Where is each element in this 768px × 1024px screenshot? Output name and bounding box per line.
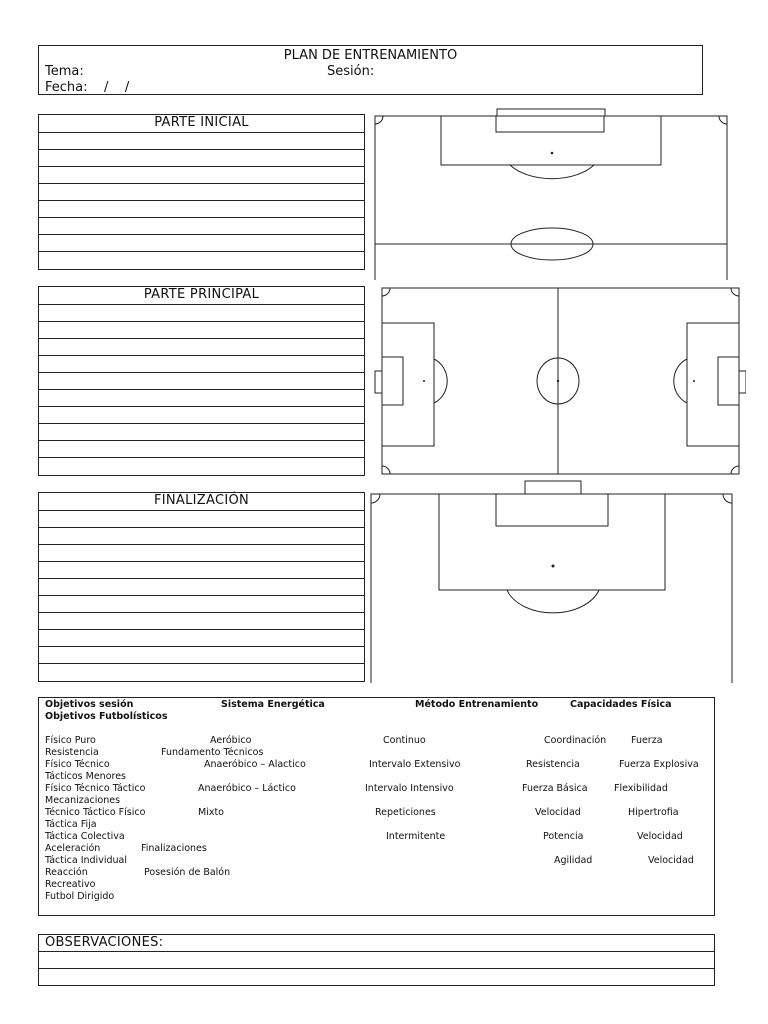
metodo-entrenamiento-header: Método Entrenamiento xyxy=(415,699,539,710)
writing-line[interactable] xyxy=(39,304,364,305)
writing-line[interactable] xyxy=(39,663,364,664)
writing-line[interactable] xyxy=(39,389,364,390)
writing-line[interactable] xyxy=(39,423,364,424)
writing-line[interactable] xyxy=(39,440,364,441)
writing-line[interactable] xyxy=(39,510,364,511)
writing-line[interactable] xyxy=(39,544,364,545)
list-item: Potencia xyxy=(543,831,584,842)
plan-header xyxy=(38,45,703,95)
parte-inicial-section xyxy=(38,114,365,270)
capacidades-fisica-header: Capacidades Física xyxy=(570,699,672,710)
list-item: Fuerza Básica xyxy=(522,783,588,794)
writing-line[interactable] xyxy=(39,595,364,596)
writing-line[interactable] xyxy=(39,629,364,630)
list-item: Tácticos Menores xyxy=(45,771,127,782)
list-item: Reacción xyxy=(45,867,88,878)
list-item: Fuerza Explosiva xyxy=(619,759,699,770)
list-item: Continuo xyxy=(383,735,426,746)
list-item: Aeróbico xyxy=(210,735,252,746)
list-item: Velocidad xyxy=(648,855,694,866)
list-item: Agilidad xyxy=(554,855,593,866)
list-item: Velocidad xyxy=(637,831,683,842)
writing-line[interactable] xyxy=(39,132,364,133)
writing-line[interactable] xyxy=(39,149,364,150)
writing-line[interactable] xyxy=(39,406,364,407)
writing-line[interactable] xyxy=(39,372,364,373)
list-item: Táctica Colectiva xyxy=(45,831,125,842)
list-item: Repeticiones xyxy=(375,807,436,818)
writing-line[interactable] xyxy=(39,338,364,339)
finalizacion-title: FINALIZACIÓN xyxy=(153,493,250,508)
writing-line[interactable] xyxy=(39,457,364,458)
list-item: Fundamento Técnicos xyxy=(161,747,264,758)
full-field-diagram xyxy=(372,285,746,477)
list-item: Técnico Táctico Físico xyxy=(45,807,146,818)
list-item: Flexibilidad xyxy=(614,783,668,794)
writing-line[interactable] xyxy=(39,251,364,252)
goal-area-diagram xyxy=(368,479,736,683)
writing-line[interactable] xyxy=(39,561,364,562)
list-item: Táctica Fija xyxy=(45,819,97,830)
sistema-energetica-header: Sistema Energética xyxy=(221,699,325,710)
writing-line[interactable] xyxy=(39,321,364,322)
plan-title: PLAN DE ENTRENAMIENTO xyxy=(283,48,458,63)
objetivos-sesion-header: Objetivos sesión xyxy=(45,699,134,710)
writing-line[interactable] xyxy=(39,234,364,235)
objetivos-futbolisticos-header: Objetivos Futbolísticos xyxy=(45,711,168,722)
finalizacion-section xyxy=(38,492,365,682)
writing-line[interactable] xyxy=(39,527,364,528)
parte-principal-section xyxy=(38,286,365,476)
list-item: Intermitente xyxy=(386,831,446,842)
writing-line[interactable] xyxy=(39,183,364,184)
observaciones-box xyxy=(38,934,715,986)
list-item: Coordinación xyxy=(544,735,607,746)
writing-line[interactable] xyxy=(39,355,364,356)
list-item: Anaeróbico – Láctico xyxy=(198,783,296,794)
list-item: Físico Técnico Táctico xyxy=(45,783,146,794)
list-item: Posesión de Balón xyxy=(144,867,231,878)
parte-inicial-title: PARTE INICIAL xyxy=(154,115,249,130)
writing-line[interactable] xyxy=(39,166,364,167)
observaciones-title: OBSERVACIONES: xyxy=(45,935,164,950)
list-item: Mecanizaciones xyxy=(45,795,121,806)
writing-line[interactable] xyxy=(39,951,714,952)
list-item: Finalizaciones xyxy=(141,843,207,854)
list-item: Resistencia xyxy=(526,759,580,770)
list-item: Aceleración xyxy=(45,843,101,854)
tema-field[interactable]: Tema: xyxy=(45,64,84,79)
writing-line[interactable] xyxy=(39,612,364,613)
half-field-diagram xyxy=(372,106,732,280)
list-item: Recreativo xyxy=(45,879,96,890)
sesion-field[interactable]: Sesión: xyxy=(327,64,375,79)
list-item: Futbol Dirigido xyxy=(45,891,115,902)
list-item: Intervalo Extensivo xyxy=(369,759,461,770)
list-item: Anaeróbico – Alactico xyxy=(204,759,306,770)
list-item: Fuerza xyxy=(631,735,663,746)
parte-principal-title: PARTE PRINCIPAL xyxy=(143,287,260,302)
list-item: Físico Técnico xyxy=(45,759,110,770)
writing-line[interactable] xyxy=(39,217,364,218)
writing-line[interactable] xyxy=(39,200,364,201)
writing-line[interactable] xyxy=(39,578,364,579)
list-item: Físico Puro xyxy=(45,735,96,746)
list-item: Resistencia xyxy=(45,747,99,758)
writing-line[interactable] xyxy=(39,646,364,647)
list-item: Táctica Individual xyxy=(45,855,127,866)
list-item: Intervalo Intensivo xyxy=(365,783,454,794)
list-item: Hipertrofia xyxy=(628,807,679,818)
objectives-box xyxy=(38,697,715,916)
list-item: Mixto xyxy=(198,807,224,818)
list-item: Velocidad xyxy=(535,807,581,818)
fecha-field[interactable]: Fecha: / / xyxy=(45,80,130,95)
writing-line[interactable] xyxy=(39,968,714,969)
